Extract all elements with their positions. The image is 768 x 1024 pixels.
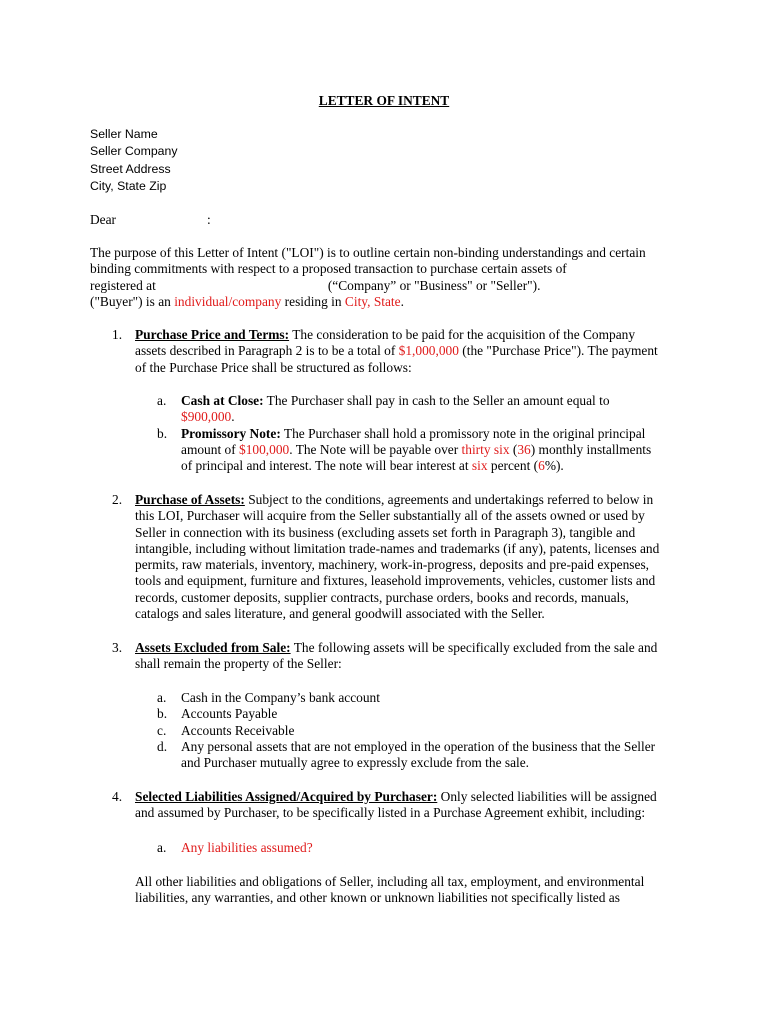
period: . (400, 293, 404, 309)
list-item (157, 706, 687, 722)
list-item-promissory-note (157, 426, 687, 475)
section-line (135, 640, 690, 656)
paragraph-line: liabilities, any warranties, and other known or unknown liabilities not specifically listed as (135, 890, 620, 906)
section-text: The consideration to be paid for the acquisition of the Company (289, 327, 636, 342)
registered-at-text: registered at (90, 277, 156, 293)
list-letter: c. (157, 722, 167, 738)
section-line: Seller in connection with its business (excluding assets set forth in Paragraph 3), tangible and (135, 524, 636, 540)
purchase-price-value: $1,000,000 (398, 343, 459, 359)
interest-number-value: 6 (538, 458, 545, 474)
item-heading: Promissory Note: (181, 425, 281, 441)
seller-address-block (90, 126, 177, 195)
intro-line-2: binding commitments with respect to a proposed transaction to purchase certain assets of (90, 261, 567, 277)
item-text: The Purchaser shall pay in cash to the Seller an amount equal to (263, 393, 610, 408)
section-heading: Assets Excluded from Sale: (135, 640, 291, 655)
item-line (181, 393, 687, 409)
section-heading: Selected Liabilities Assigned/Acquired by Purchaser: (135, 789, 438, 804)
list-letter: b. (157, 706, 168, 722)
section-text: Subject to the conditions, agreements and undertakings referred to below in (244, 492, 654, 507)
section-line: permits, raw materials, inventory, machinery, work-in-progress, deposits and pre-paid expenses, (135, 557, 650, 573)
section-number: 4. (112, 789, 123, 804)
salutation (90, 212, 211, 228)
seller-company: Seller Company (90, 144, 178, 159)
item-text: of principal and interest. The note will bear interest at (181, 458, 472, 474)
section-text: assets described in Paragraph 2 is to be a total of (135, 343, 399, 359)
section-line: shall remain the property of the Seller: (135, 656, 342, 672)
cash-amount-value: $900,000 (181, 409, 232, 425)
section-line (135, 343, 690, 359)
street-address: Street Address (90, 161, 171, 176)
intro-line-3 (90, 278, 680, 294)
item-heading: Cash at Close: (181, 393, 264, 408)
section-body (135, 789, 690, 822)
item-text: amount of (181, 441, 240, 457)
document-title: LETTER OF INTENT (318, 93, 450, 108)
city-state-placeholder: City, State (344, 293, 401, 309)
section-selected-liabilities (90, 789, 690, 822)
section-line (135, 327, 690, 343)
item-text: percent ( (487, 458, 539, 474)
section-line: intangible, including without limitation trade-names and trademarks (if any), patents, licenses and (135, 540, 660, 556)
section-line: tools and equipment, furniture and fixtures, leasehold improvements, vehicles, customer lists and (135, 573, 656, 589)
item-line (181, 426, 687, 442)
residing-text: residing in (281, 293, 345, 309)
list-letter: a. (157, 840, 167, 855)
excluded-assets-list (157, 690, 687, 771)
section-number: 2. (112, 492, 123, 507)
list-letter: a. (157, 690, 167, 705)
item-text: . (231, 409, 235, 425)
section-assets-excluded (90, 640, 690, 673)
item-text: Cash in the Company’s bank account (181, 690, 380, 705)
section-line: of the Purchase Price shall be structured as follows: (135, 359, 412, 375)
section-number: 3. (112, 640, 123, 655)
section-number: 1. (112, 327, 123, 342)
item-text: ) monthly installments (530, 441, 652, 457)
item-line (181, 409, 687, 425)
list-item (157, 690, 687, 706)
section-heading: Purchase of Assets: (135, 492, 245, 507)
interest-words-value: six (471, 458, 488, 474)
other-liabilities-paragraph (135, 874, 685, 907)
salutation-colon: : (207, 212, 211, 227)
list-item (157, 840, 687, 856)
section-purchase-of-assets (90, 492, 690, 622)
section-purchase-price (90, 327, 690, 376)
list-item (157, 739, 687, 772)
item-text: and Purchaser mutually agree to expressly exclude from the sale. (181, 755, 530, 771)
paragraph-line: All other liabilities and obligations of Seller, including all tax, employment, and environmental (135, 874, 645, 889)
note-amount-value: $100,000 (239, 441, 290, 457)
list-letter: a. (157, 393, 167, 408)
item-text: . The Note will be payable over (289, 441, 462, 457)
item-text: Accounts Receivable (181, 722, 295, 738)
list-item-cash-at-close (157, 393, 687, 426)
list-letter: d. (157, 738, 168, 754)
section-line: catalogs and sales literature, and general goodwill associated with the Seller. (135, 606, 545, 622)
section-line (135, 789, 690, 805)
seller-name: Seller Name (90, 127, 158, 141)
list-item (157, 723, 687, 739)
company-definition-text: (“Company” or "Business" or "Seller"). (327, 277, 541, 293)
section-line: this LOI, Purchaser will acquire from the Seller substantially all of the assets owned or used by (135, 508, 645, 524)
section-line (135, 492, 690, 508)
item-text: Any personal assets that are not employed in the operation of the business that the Seller (181, 738, 656, 754)
section-line: and assumed by Purchaser, to be specifically listed in a Purchase Agreement exhibit, including: (135, 805, 646, 821)
liabilities-list (157, 840, 687, 856)
term-number-value: 36 (517, 441, 531, 457)
buyer-type-placeholder: individual/company (174, 293, 282, 309)
section-heading: Purchase Price and Terms: (135, 327, 290, 342)
item-line (181, 442, 687, 458)
intro-line-4 (90, 294, 680, 310)
section-text: (the "Purchase Price"). The payment (458, 343, 658, 359)
intro-line-1: The purpose of this Letter of Intent ("LOI") is to outline certain non-binding understandings and certain (90, 245, 646, 260)
section-body (135, 327, 690, 376)
payment-structure-list (157, 393, 687, 474)
salutation-dear: Dear (90, 212, 117, 227)
buyer-text: ("Buyer") is an (90, 293, 175, 309)
item-text: ( (509, 441, 518, 457)
section-text: Only selected liabilities will be assigned (437, 789, 657, 804)
section-text: The following assets will be specifically excluded from the sale and (290, 640, 658, 655)
list-letter: b. (157, 425, 168, 441)
item-text: %). (544, 458, 564, 474)
intro-paragraph (90, 245, 680, 310)
term-words-value: thirty six (461, 441, 510, 457)
city-state-zip: City, State Zip (90, 178, 167, 193)
item-text: Accounts Payable (181, 706, 278, 722)
section-body (135, 492, 690, 622)
item-line (181, 458, 687, 474)
section-line: records, customer deposits, supplier contracts, purchase orders, books and records, manuals, (135, 589, 629, 605)
liabilities-placeholder: Any liabilities assumed? (181, 840, 313, 855)
item-text: The Purchaser shall hold a promissory note in the original principal (280, 425, 646, 441)
section-body (135, 640, 690, 673)
